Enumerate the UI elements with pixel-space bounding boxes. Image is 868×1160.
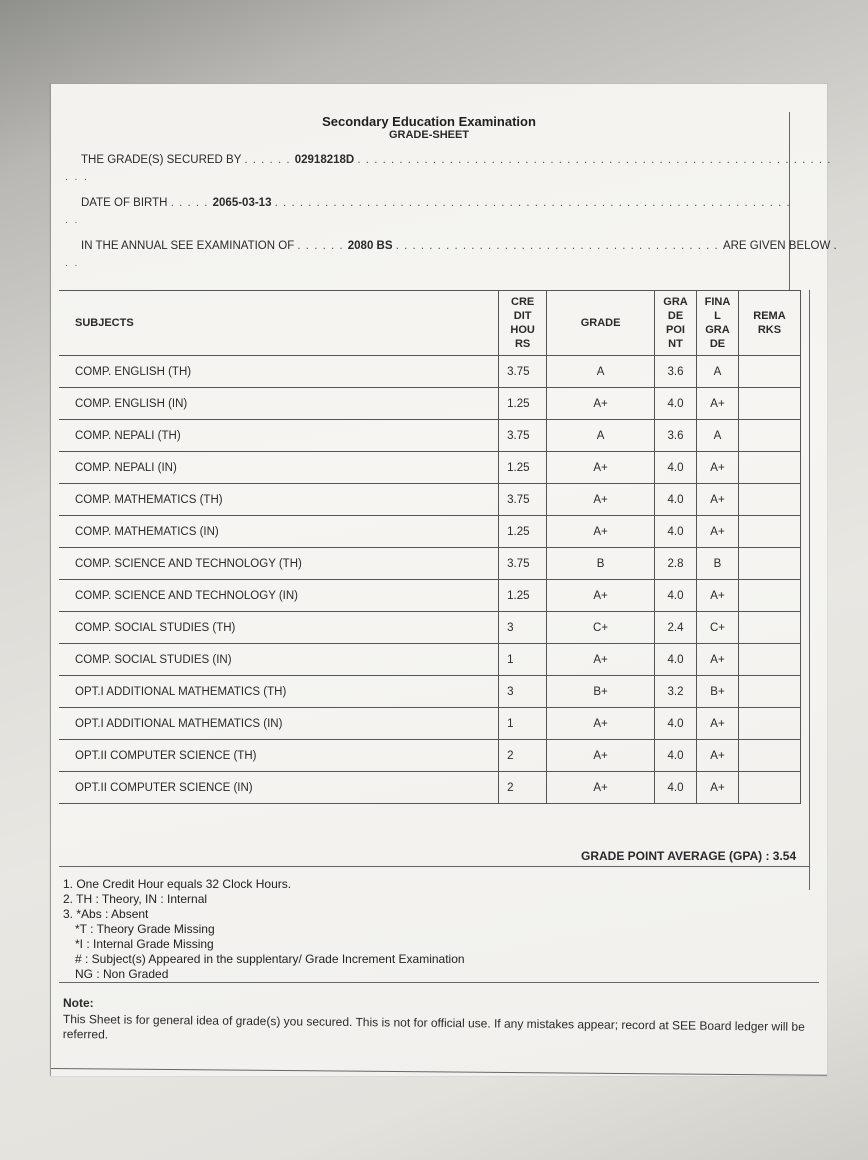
final-grade-cell: A+ (697, 644, 739, 676)
remarks-cell (738, 740, 800, 772)
grade-point-cell: 4.0 (655, 772, 697, 804)
table-row (59, 356, 801, 388)
table-row (59, 484, 801, 516)
credit-hours-cell: 1 (499, 644, 547, 676)
subject-cell: COMP. MATHEMATICS (IN) (59, 516, 499, 548)
grade-point-cell: 4.0 (655, 388, 697, 420)
table-row (59, 388, 801, 420)
remarks-cell (738, 388, 800, 420)
grade-point-cell: 4.0 (655, 452, 697, 484)
legend-item: 1. One Credit Hour equals 32 Clock Hours. (63, 877, 292, 891)
final-grade-cell: A+ (697, 388, 739, 420)
table-row (59, 772, 801, 804)
credit-hours-cell: 3.75 (499, 420, 547, 452)
table-row (59, 676, 801, 708)
grade-point-cell: 2.8 (655, 548, 697, 580)
table-row (59, 612, 801, 644)
final-grade-cell: A+ (697, 772, 739, 804)
table-header-row (59, 291, 801, 356)
final-grade-header: FINA L GRA DE (697, 291, 739, 356)
legend-block (63, 877, 465, 982)
grade-cell: A (547, 420, 655, 452)
remarks-cell (738, 772, 800, 804)
grade-point-cell: 4.0 (655, 516, 697, 548)
credit-hours-cell: 3 (499, 676, 547, 708)
grade-cell: B+ (547, 676, 655, 708)
remarks-header: REMA RKS (738, 291, 800, 356)
subject-cell: COMP. SCIENCE AND TECHNOLOGY (IN) (59, 580, 499, 612)
grade-point-cell: 3.6 (655, 420, 697, 452)
final-grade-cell: A+ (697, 580, 739, 612)
grade-header: GRADE (547, 291, 655, 356)
credit-hours-cell: 2 (499, 772, 547, 804)
exam-year: 2080 BS (347, 240, 393, 252)
grade-cell: B (547, 548, 655, 580)
subject-cell: OPT.I ADDITIONAL MATHEMATICS (TH) (59, 676, 499, 708)
note-text: This Sheet is for general idea of grade(s) you secured. This is not for official use. If any mistakes appear; record at SEE Board ledger will be referred. (62, 1012, 805, 1042)
remarks-cell (738, 612, 800, 644)
grade-cell: A+ (547, 516, 655, 548)
grade-cell: A+ (547, 484, 655, 516)
leader-dots: . . . . . . . . . . . . . . . . . . . . . . . . . . . . . . . . . . . . . . . (395, 240, 723, 252)
legend-item: *T : Theory Grade Missing (75, 922, 215, 936)
subject-cell: OPT.II COMPUTER SCIENCE (TH) (59, 740, 499, 772)
subject-cell: OPT.I ADDITIONAL MATHEMATICS (IN) (59, 708, 499, 740)
remarks-cell (738, 420, 800, 452)
final-grade-cell: A (697, 420, 739, 452)
grade-cell: A (547, 356, 655, 388)
exam-label: IN THE ANNUAL SEE EXAMINATION OF (81, 240, 295, 252)
dob-line (81, 197, 791, 209)
frame-right-line (809, 290, 810, 890)
table-row (59, 580, 801, 612)
grade-cell: A+ (547, 580, 655, 612)
credit-hours-cell: 3 (499, 612, 547, 644)
grade-cell: A+ (547, 772, 655, 804)
legend-item: NG : Non Graded (75, 967, 169, 981)
grade-point-cell: 4.0 (655, 740, 697, 772)
remarks-cell (738, 676, 800, 708)
document-subtitle: GRADE-SHEET (388, 129, 470, 141)
leader-dots: . . . . . . (297, 240, 348, 252)
final-grade-cell: A+ (697, 452, 739, 484)
remarks-cell (738, 484, 800, 516)
table-row (59, 708, 801, 740)
given-below-text: ARE GIVEN BELOW . (722, 240, 837, 252)
credit-hours-cell: 2 (499, 740, 547, 772)
credit-hours-cell: 3.75 (499, 356, 547, 388)
divider-line (59, 982, 819, 983)
final-grade-cell: A+ (697, 516, 739, 548)
final-grade-cell: B+ (697, 676, 739, 708)
subject-cell: OPT.II COMPUTER SCIENCE (IN) (59, 772, 499, 804)
bottom-border-line (51, 1068, 827, 1076)
credit-hours-cell: 1.25 (499, 580, 547, 612)
table-row (59, 516, 801, 548)
symbol-number: 02918218D (294, 154, 355, 166)
credit-hours-cell: 1.25 (499, 388, 547, 420)
remarks-cell (738, 548, 800, 580)
table-row (59, 452, 801, 484)
credit-hours-cell: 1.25 (499, 516, 547, 548)
grade-point-cell: 4.0 (655, 484, 697, 516)
divider-line (59, 866, 809, 867)
subject-cell: COMP. ENGLISH (IN) (59, 388, 499, 420)
subject-cell: COMP. SCIENCE AND TECHNOLOGY (TH) (59, 548, 499, 580)
remarks-cell (738, 708, 800, 740)
subject-cell: COMP. MATHEMATICS (TH) (59, 484, 499, 516)
table-row (59, 420, 801, 452)
note-label: Note: (63, 996, 94, 1010)
grades-table-body (59, 356, 801, 804)
document-title: Secondary Education Examination (322, 114, 536, 129)
grade-cell: C+ (547, 612, 655, 644)
grade-point-cell: 4.0 (655, 708, 697, 740)
final-grade-cell: A+ (697, 708, 739, 740)
table-row (59, 548, 801, 580)
legend-item: *I : Internal Grade Missing (75, 937, 214, 951)
final-grade-cell: C+ (697, 612, 739, 644)
table-row (59, 644, 801, 676)
subjects-header: SUBJECTS (59, 291, 499, 356)
subject-cell: COMP. NEPALI (IN) (59, 452, 499, 484)
remarks-cell (738, 580, 800, 612)
credit-hours-header: CRE DIT HOU RS (499, 291, 547, 356)
final-grade-cell: A+ (697, 740, 739, 772)
remarks-cell (738, 516, 800, 548)
grade-cell: A+ (547, 644, 655, 676)
secured-by-label: THE GRADE(S) SECURED BY (81, 154, 242, 166)
leader-dots: . . . . . . (244, 154, 295, 166)
exam-line (81, 240, 837, 252)
grades-table (59, 290, 801, 804)
remarks-cell (738, 644, 800, 676)
subject-cell: COMP. SOCIAL STUDIES (TH) (59, 612, 499, 644)
grade-cell: A+ (547, 452, 655, 484)
leader-dots: . . . . . . . . . . . . . . . . . . . . . . . . . . . . . . . . . . . . . . . . . . . . . . . . . . . . . . . . . . . . . . (274, 197, 791, 209)
credit-hours-cell: 3.75 (499, 548, 547, 580)
dob-value: 2065-03-13 (212, 197, 272, 209)
grade-point-cell: 3.6 (655, 356, 697, 388)
legend-item: 2. TH : Theory, IN : Internal (63, 892, 208, 906)
leader-dots: . . . . . (170, 197, 213, 209)
credit-hours-cell: 3.75 (499, 484, 547, 516)
grade-sheet-paper (50, 84, 837, 1076)
final-grade-cell: B (697, 548, 739, 580)
credit-hours-cell: 1 (499, 708, 547, 740)
grade-point-cell: 2.4 (655, 612, 697, 644)
legend-item: # : Subject(s) Appeared in the supplentary/ Grade Increment Examination (75, 952, 465, 966)
gpa-text: GRADE POINT AVERAGE (GPA) : 3.54 (581, 849, 797, 863)
grade-cell: A+ (547, 740, 655, 772)
grade-cell: A+ (547, 708, 655, 740)
table-row (59, 740, 801, 772)
dob-label: DATE OF BIRTH (81, 197, 168, 209)
final-grade-cell: A (697, 356, 739, 388)
leader-dots: . . . (65, 172, 89, 183)
grade-cell: A+ (547, 388, 655, 420)
remarks-cell (738, 452, 800, 484)
grade-point-cell: 3.2 (655, 676, 697, 708)
legend-item: 3. *Abs : Absent (63, 907, 149, 921)
leader-dots: . . (65, 258, 80, 269)
final-grade-cell: A+ (697, 484, 739, 516)
credit-hours-cell: 1.25 (499, 452, 547, 484)
subject-cell: COMP. SOCIAL STUDIES (IN) (59, 644, 499, 676)
grade-point-header: GRA DE POI NT (655, 291, 697, 356)
remarks-cell (738, 356, 800, 388)
subject-cell: COMP. ENGLISH (TH) (59, 356, 499, 388)
subject-cell: COMP. NEPALI (TH) (59, 420, 499, 452)
secured-by-line (81, 154, 832, 166)
leader-dots: . . . . . . . . . . . . . . . . . . . . . . . . . . . . . . . . . . . . . . . . . . . . . . . . . . . . . . . . . (357, 154, 832, 166)
grade-point-cell: 4.0 (655, 580, 697, 612)
leader-dots: . . (65, 215, 80, 226)
grade-point-cell: 4.0 (655, 644, 697, 676)
